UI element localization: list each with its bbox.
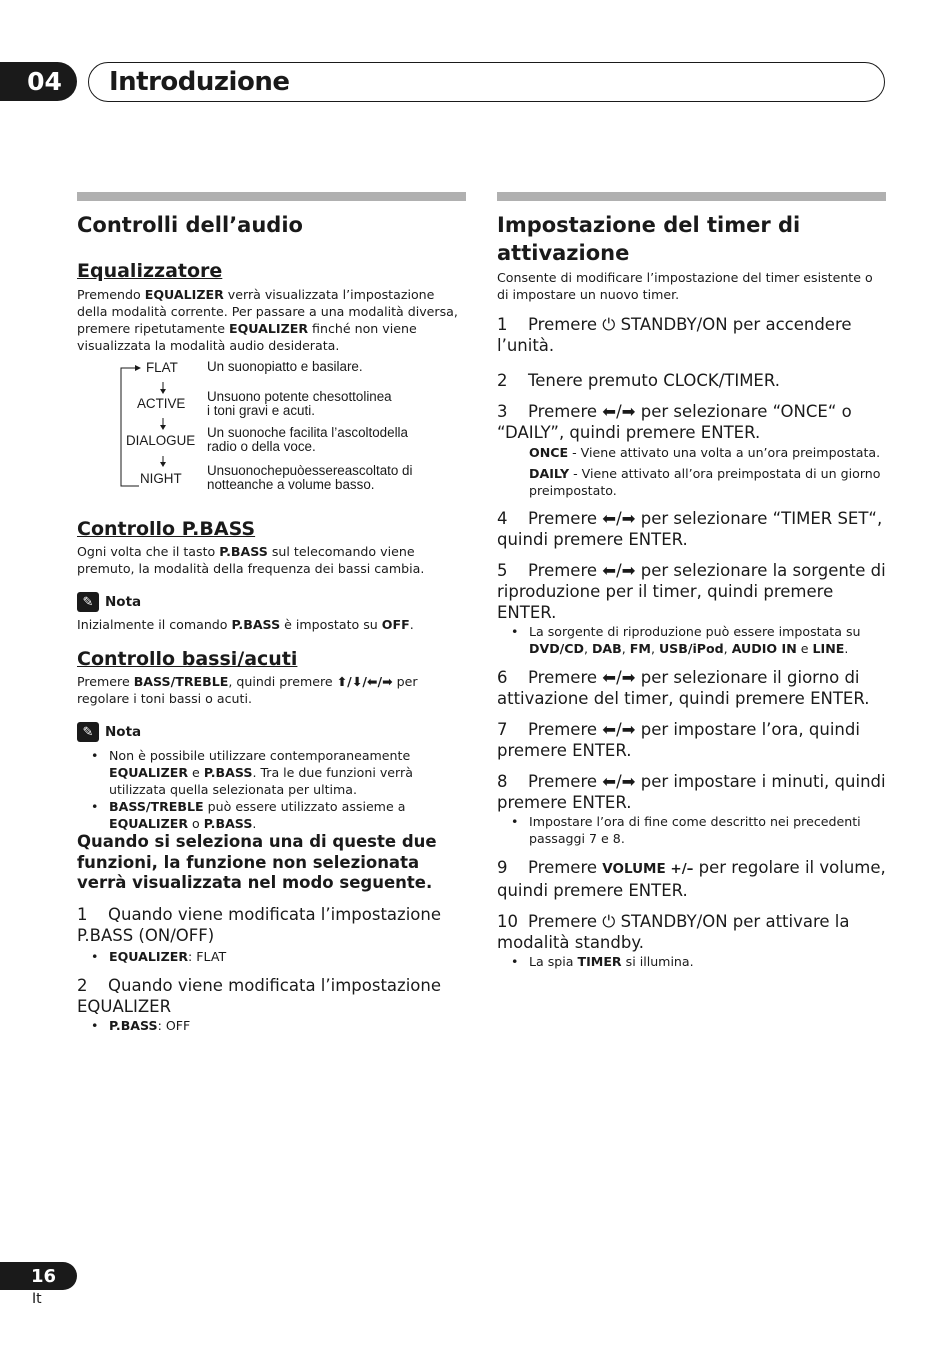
step-item: 2 Quando viene modificata l’impostazione EQUALIZER — [77, 975, 441, 1016]
step-item: 7 Premere ⬅/➡ per impostare l’ora, quindi premere ENTER. — [497, 720, 860, 760]
step-item: 9 Premere VOLUME +/– per regolare il volume, quindi premere ENTER. — [497, 858, 886, 900]
list-item: • EQUALIZER: FLAT — [77, 948, 466, 965]
section-title: Controlli dell’audio — [77, 213, 303, 237]
step-bullets — [77, 1017, 466, 1034]
intro-text: Consente di modificare l’impostazione del timer esistente o di impostare un nuovo timer. — [497, 270, 873, 302]
mode-description: i toni gravi e acuti. — [207, 403, 315, 418]
list-item: • BASS/TREBLE può essere utilizzato assieme a EQUALIZER o P.BASS. — [77, 798, 466, 832]
pbass-body: Ogni volta che il tasto P.BASS sul telecomando viene premuto, la modalità della frequenza dei bassi cambia. — [77, 544, 425, 576]
bass-treble-body: Premere BASS/TREBLE, quindi premere ⬆/⬇/⬅/➡ per regolare i toni bassi o acuti. — [77, 674, 418, 706]
once-definition: ONCE - Viene attivato una volta a un’ora preimpostata. — [529, 445, 881, 460]
pencil-icon: ✎ — [77, 722, 99, 742]
step-item: 2 Tenere premuto CLOCK/TIMER. — [497, 371, 780, 390]
note-list — [77, 747, 466, 832]
mode-name: FLAT — [146, 360, 178, 375]
mode-name: NIGHT — [140, 471, 182, 486]
language-code: It — [32, 1291, 42, 1307]
list-item: • P.BASS: OFF — [77, 1017, 466, 1034]
step-item: 1 Premere ⏻ STANDBY/ON per accendere l’unità. — [497, 315, 852, 355]
left-column — [77, 192, 466, 1034]
step-bullets — [497, 813, 886, 847]
arrow-keys-icon: ⬆/⬇/⬅/➡ — [336, 674, 393, 689]
step-bullets — [497, 623, 886, 657]
section-bar — [77, 192, 466, 201]
bold-paragraph: Quando si seleziona una di queste due funzioni, la funzione non selezionata verrà visualizzata nel modo seguente. — [77, 832, 437, 892]
step-item: 5 Premere ⬅/➡ per selezionare la sorgente di riproduzione per il timer, quindi premere ENTER. — [497, 561, 886, 622]
step-item: 4 Premere ⬅/➡ per selezionare “TIMER SET“, quindi premere ENTER. — [497, 509, 883, 549]
pencil-icon: ✎ — [77, 592, 99, 612]
list-item: • Impostare l’ora di fine come descritto nei precedenti passaggi 7 e 8. — [497, 813, 886, 847]
bass-treble-heading: Controllo bassi/acuti — [77, 648, 298, 670]
step-item: 1 Quando viene modificata l’impostazione P.BASS (ON/OFF) — [77, 904, 441, 945]
mode-description: Unsuonochepuòessereascoltato di — [207, 463, 413, 478]
step-item: 3 Premere ⬅/➡ per selezionare “ONCE“ o “DAILY”, quindi premere ENTER. — [497, 402, 852, 442]
step-bullets — [497, 953, 886, 970]
equalizer-body: Premendo EQUALIZER verrà visualizzata l’impostazione della modalità corrente. Per passare a una modalità diversa, premere ripetutamente EQUALIZER finché non viene visualizzata la modalità audio desiderata. — [77, 287, 458, 353]
equalizer-heading: Equalizzatore — [77, 260, 223, 282]
step-bullets — [77, 948, 466, 965]
mode-description: Unsuono potente chesottolinea — [207, 389, 392, 404]
section-bar — [497, 192, 886, 201]
list-item: • La spia TIMER si illumina. — [497, 953, 886, 970]
pbass-heading: Controllo P.BASS — [77, 518, 256, 540]
mode-name: DIALOGUE — [126, 433, 196, 448]
chapter-number: 04 — [0, 62, 77, 101]
note-header: ✎ Nota — [77, 592, 466, 612]
chapter-title: Introduzione — [109, 67, 290, 97]
equalizer-mode-diagram — [77, 359, 466, 504]
mode-description: Un suonoche facilita l’ascoltodella — [207, 425, 408, 440]
mode-description: radio o della voce. — [207, 439, 316, 454]
right-column — [497, 192, 886, 970]
list-item: • Non è possibile utilizzare contemporaneamente EQUALIZER e P.BASS. Tra le due funzioni verrà utilizzata quella selezionata per ultima. — [77, 747, 466, 798]
mode-description: Un suonopiatto e basilare. — [207, 359, 363, 374]
step-item: 6 Premere ⬅/➡ per selezionare il giorno di attivazione del timer, quindi premere ENTER. — [497, 668, 870, 708]
step-item: 10 Premere ⏻ STANDBY/ON per attivare la modalità standby. — [497, 912, 850, 952]
section-title: Impostazione del timer di attivazione — [497, 213, 801, 265]
daily-definition: DAILY - Viene attivato all’ora preimpostata di un giorno preimpostato. — [529, 466, 881, 498]
note-header: ✎ Nota — [77, 722, 466, 742]
chapter-title-box — [88, 62, 885, 102]
page-number: 16 — [0, 1262, 77, 1290]
list-item: • La sorgente di riproduzione può essere impostata su DVD/CD, DAB, FM, USB/iPod, AUDIO IN e LINE. — [497, 623, 886, 657]
mode-description: notteanche a volume basso. — [207, 477, 375, 492]
step-item: 8 Premere ⬅/➡ per impostare i minuti, quindi premere ENTER. — [497, 772, 886, 812]
mode-name: ACTIVE — [137, 396, 186, 411]
note-body: Inizialmente il comando P.BASS è impostato su OFF. — [77, 617, 414, 632]
